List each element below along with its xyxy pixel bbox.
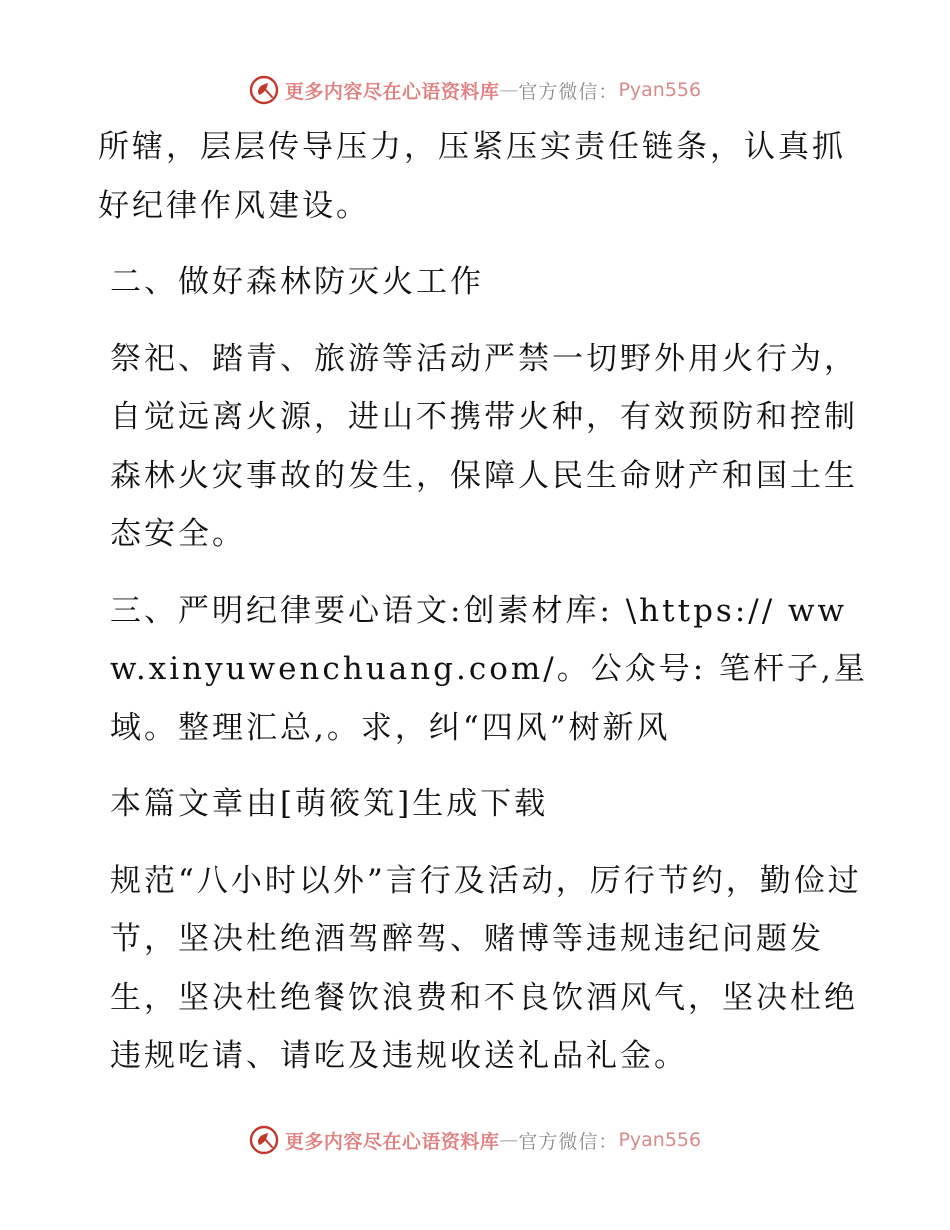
banner-site-name: 更多内容尽在心语资料库 <box>284 80 500 103</box>
banner-dash: — <box>499 1129 519 1151</box>
heart-leaf-logo-icon <box>249 1125 279 1155</box>
header-banner <box>0 70 950 110</box>
banner-wechat-id: Pyan556 <box>618 1129 702 1151</box>
banner-wechat-id: Pyan556 <box>618 79 702 101</box>
footer-banner <box>0 1120 950 1160</box>
section-heading-3: 三、严明纪律要心语文:创素材库: \https:// www.xinyuwenchuang.com/。公众号: 笔杆子,星域。整理汇总,。求，纠“四风”树新风 <box>110 592 868 746</box>
generated-note: 本篇文章由[萌筱笂]生成下载 <box>110 786 549 822</box>
banner-official-label: 官方微信： <box>518 1130 619 1153</box>
paragraph-2: 祭祀、踏青、旅游等活动严禁一切野外用火行为，自觉远离火源，进山不携带火种，有效预防和控制森林火灾事故的发生，保障人民生命财产和国土生态安全。 <box>110 340 858 552</box>
document-body <box>98 118 868 1086</box>
banner-dash: — <box>499 79 519 101</box>
banner-site-name: 更多内容尽在心语资料库 <box>284 1130 500 1153</box>
paragraph-3: 规范“八小时以外”言行及活动，厉行节约，勤俭过节，坚决杜绝酒驾醉驾、赌博等违规违纪问题发生，坚决杜绝餐饮浪费和不良饮酒风气，坚决杜绝违规吃请、请吃及违规收送礼品礼金。 <box>110 862 862 1074</box>
section-heading-2: 二、做好森林防灭火工作 <box>110 264 484 300</box>
paragraph-1: 所辖，层层传导压力，压紧压实责任链条，认真抓好纪律作风建设。 <box>98 129 846 224</box>
heart-leaf-logo-icon <box>249 75 279 105</box>
banner-official-label: 官方微信： <box>518 80 619 103</box>
